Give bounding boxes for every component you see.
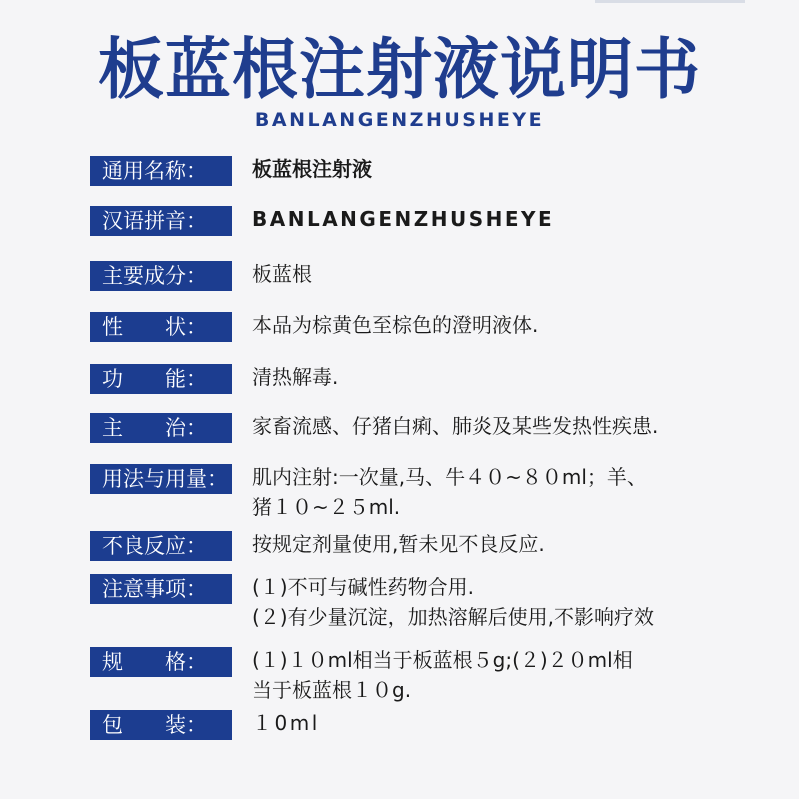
dosage-value: 肌内注射:一次量,马、牛４０~８０ml；羊、 猪１０~２５ml.	[252, 465, 647, 519]
precautions-value: (１)不可与碱性药物合用. (２)有少量沉淀，加热溶解后使用,不影响疗效	[252, 575, 654, 629]
specification-label: 规 格：	[90, 647, 232, 677]
indications-value: 家畜流感、仔猪白痢、肺炎及某些发热性疾患.	[252, 414, 659, 438]
pinyin-label: 汉语拼音：	[90, 206, 232, 236]
packaging-label: 包 装：	[90, 710, 232, 740]
page-subtitle: BANLANGENZHUSHEYE	[254, 109, 545, 131]
indications-label: 主 治：	[90, 413, 232, 443]
function-value: 清热解毒.	[252, 365, 339, 389]
page-title: 板蓝根注射液说明书	[98, 31, 701, 108]
appearance-label: 性 状：	[90, 312, 232, 342]
precautions-label: 注意事项：	[90, 574, 232, 604]
generic-name-label: 通用名称：	[90, 156, 232, 186]
packaging-value: １0ml	[252, 711, 320, 735]
adverse-reactions-label: 不良反应：	[90, 531, 232, 561]
top-decoration-strip	[595, 0, 745, 3]
specification-value: (１)１０ml相当于板蓝根５g;(２)２０ml相 当于板蓝根１０g.	[252, 648, 633, 702]
main-ingredient-value: 板蓝根	[252, 262, 312, 286]
adverse-reactions-value: 按规定剂量使用,暂未见不良反应.	[252, 532, 545, 556]
function-label: 功 能：	[90, 364, 232, 394]
pinyin-value: BANLANGENZHUSHEYE	[252, 207, 555, 231]
appearance-value: 本品为棕黄色至棕色的澄明液体.	[252, 313, 539, 337]
dosage-label: 用法与用量：	[90, 464, 232, 494]
generic-name-value: 板蓝根注射液	[252, 157, 372, 181]
main-ingredient-label: 主要成分：	[90, 261, 232, 291]
